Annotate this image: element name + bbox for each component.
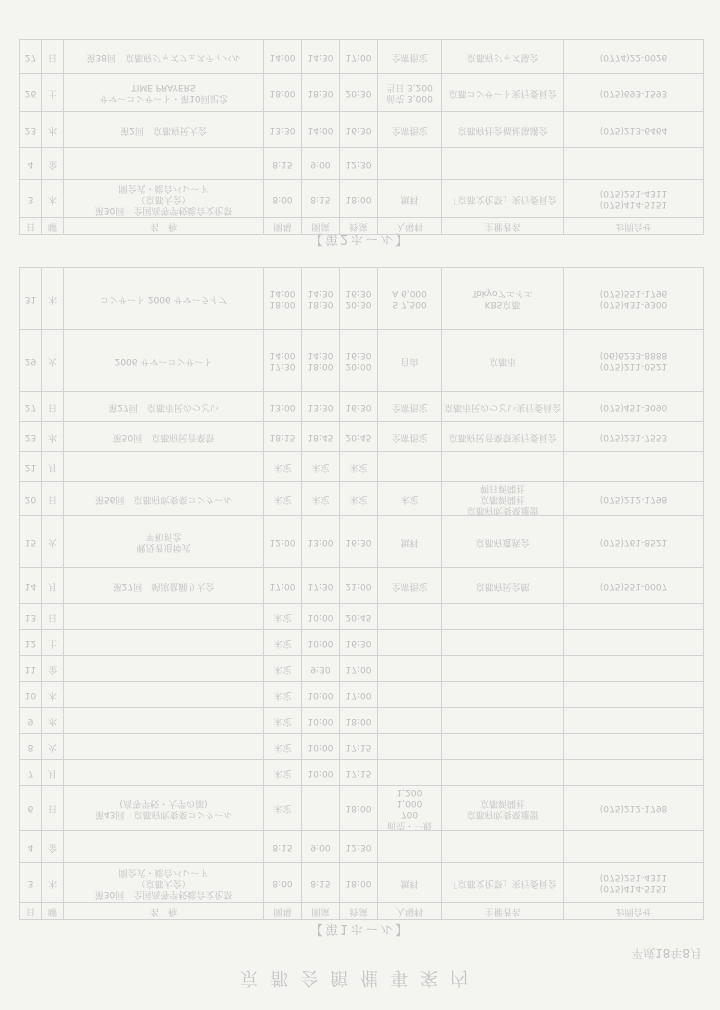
cell-fee: [378, 831, 442, 863]
cell-end: 16:30: [340, 630, 378, 656]
cell-name: 第43回 京都府吹奏楽コンクール (高等学校・大学の部): [64, 786, 264, 831]
cell-open: 未定: [264, 604, 302, 630]
cell-org: [442, 656, 564, 682]
cell-date: 4: [20, 148, 42, 180]
column-header-name: 名 称: [64, 903, 264, 920]
cell-open: 未定: [264, 734, 302, 760]
cell-end: 21:00: [340, 568, 378, 604]
cell-end: 18:00: [340, 708, 378, 734]
cell-end: 未定: [340, 482, 378, 516]
cell-fee: [378, 734, 442, 760]
cell-contact: [564, 760, 704, 786]
cell-date: 7: [20, 760, 42, 786]
cell-name: [64, 148, 264, 180]
cell-end: 17:15: [340, 760, 378, 786]
cell-name: [64, 656, 264, 682]
hall2-schedule-table: [19, 39, 704, 235]
table-row: [20, 180, 704, 218]
cell-end: 未定: [340, 452, 378, 482]
cell-end: 16:30: [340, 392, 378, 422]
table-row: [20, 40, 704, 74]
table-row: [20, 452, 704, 482]
cell-name: 第2回 京都府民大会: [64, 112, 264, 148]
column-header-name: 名 称: [64, 218, 264, 235]
cell-end: 20:45: [340, 604, 378, 630]
cell-contact: (075)761-8521: [564, 516, 704, 568]
cell-org: [442, 734, 564, 760]
column-header-dow: 曜: [42, 218, 64, 235]
cell-contact: (075)414-5151 (075)251-4311: [564, 863, 704, 903]
cell-name: [64, 604, 264, 630]
cell-end: 17:00: [340, 656, 378, 682]
cell-org: [442, 708, 564, 734]
cell-date: 14: [20, 568, 42, 604]
cell-contact: [564, 452, 704, 482]
cell-dow: 日: [42, 786, 64, 831]
cell-fee: [378, 708, 442, 734]
cell-contact: [564, 708, 704, 734]
cell-date: 3: [20, 863, 42, 903]
cell-open: 12:00: [264, 516, 302, 568]
cell-dow: 月: [42, 568, 64, 604]
cell-fee: [378, 604, 442, 630]
table-row: [20, 630, 704, 656]
cell-start: 10:00: [302, 682, 340, 708]
cell-open: 14:00: [264, 40, 302, 74]
cell-dow: 木: [42, 180, 64, 218]
cell-dow: 月: [42, 452, 64, 482]
cell-org: [442, 682, 564, 708]
table-row: [20, 682, 704, 708]
table-row: [20, 568, 704, 604]
table-row: [20, 422, 704, 452]
cell-fee: 全席指定: [378, 422, 442, 452]
column-header-contact: お問合せ: [564, 903, 704, 920]
cell-date: 31: [20, 268, 42, 330]
cell-date: 27: [20, 40, 42, 74]
cell-date: 27: [20, 392, 42, 422]
cell-contact: (0774)22-0026: [564, 40, 704, 74]
cell-open: 18:15: [264, 422, 302, 452]
cell-start: 18:30: [302, 74, 340, 112]
cell-date: 8: [20, 734, 42, 760]
cell-org: 「京都文化祭」実行委員会: [442, 863, 564, 903]
hall2-title: 【第2ホール】: [309, 231, 410, 246]
cell-name: [64, 734, 264, 760]
cell-contact: [564, 630, 704, 656]
cell-contact: (075)212-1798: [564, 786, 704, 831]
cell-fee: [378, 760, 442, 786]
table-row: [20, 604, 704, 630]
cell-org: 京都府社会福祉協議会: [442, 112, 564, 148]
cell-org: 京都市: [442, 330, 564, 392]
cell-date: 15: [20, 516, 42, 568]
table-row: [20, 760, 704, 786]
cell-start: [302, 786, 340, 831]
cell-start: 18:00 14:30: [302, 330, 340, 392]
cell-start: 9:00: [302, 148, 340, 180]
cell-open: 13:30: [264, 112, 302, 148]
cell-contact: (075)231-7553: [564, 422, 704, 452]
cell-contact: (075)551-0007: [564, 568, 704, 604]
cell-open: 未定: [264, 656, 302, 682]
cell-open: 17:00: [264, 568, 302, 604]
cell-name: [64, 708, 264, 734]
table-row: [20, 734, 704, 760]
cell-end: 20:30 16:30: [340, 268, 378, 330]
cell-contact: [564, 682, 704, 708]
cell-open: 未定: [264, 630, 302, 656]
cell-org: [442, 604, 564, 630]
cell-org: 京都府遺族会: [442, 516, 564, 568]
cell-dow: 火: [42, 516, 64, 568]
cell-fee: 無料: [378, 516, 442, 568]
cell-org: 京都府ジャズ協会: [442, 40, 564, 74]
cell-start: 未定: [302, 482, 340, 516]
cell-end: 16:30: [340, 516, 378, 568]
cell-fee: S 7,500 A 6,000: [378, 268, 442, 330]
table-row: [20, 330, 704, 392]
cell-name: [64, 760, 264, 786]
cell-name: サマーコンサート・第10回記念 TIME PRAYERS: [64, 74, 264, 112]
cell-start: 18:45: [302, 422, 340, 452]
cell-fee: 無料: [378, 863, 442, 903]
cell-end: 20:30: [340, 74, 378, 112]
cell-open: 未定: [264, 760, 302, 786]
table-row: [20, 392, 704, 422]
cell-start: 14:30: [302, 40, 340, 74]
cell-contact: (075)414-5151 (075)251-4311: [564, 180, 704, 218]
cell-org: 京都市民のつどい実行委員会: [442, 392, 564, 422]
cell-open: 13:00: [264, 392, 302, 422]
hall1-title: 【第1ホール】: [309, 921, 410, 936]
cell-end: 12:30: [340, 148, 378, 180]
cell-org: 京都府吹奏楽連盟 京都新聞社: [442, 786, 564, 831]
table-row: [20, 268, 704, 330]
cell-dow: 日: [42, 482, 64, 516]
cell-contact: [564, 831, 704, 863]
cell-contact: [564, 604, 704, 630]
cell-fee: 前売・一般 700 1,000 1,200: [378, 786, 442, 831]
cell-name: 戦没者追悼式 平和祈念: [64, 516, 264, 568]
cell-name: [64, 452, 264, 482]
cell-name: 第50回 京都府民音楽祭: [64, 422, 264, 452]
cell-org: 京都コンサート実行委員会: [442, 74, 564, 112]
cell-contact: (075)213-6464: [564, 112, 704, 148]
cell-fee: 全席指定: [378, 392, 442, 422]
cell-dow: 金: [42, 831, 64, 863]
cell-open: 未定: [264, 786, 302, 831]
cell-start: 18:30 14:30: [302, 268, 340, 330]
cell-open: 8:15: [264, 148, 302, 180]
cell-open: 17:30 14:00: [264, 330, 302, 392]
cell-fee: 未定: [378, 482, 442, 516]
cell-start: 10:00: [302, 760, 340, 786]
cell-dow: 木: [42, 268, 64, 330]
cell-name: 第27回 納涼盆踊り大会: [64, 568, 264, 604]
cell-fee: 全席指定: [378, 568, 442, 604]
cell-fee: 全席指定: [378, 40, 442, 74]
column-header-date: 日: [20, 218, 42, 235]
cell-end: 16:30: [340, 112, 378, 148]
column-header-open: 開場: [264, 218, 302, 235]
column-header-date: 日: [20, 903, 42, 920]
cell-start: 10:00: [302, 734, 340, 760]
cell-open: 未定: [264, 682, 302, 708]
column-header-start: 開演: [302, 903, 340, 920]
cell-open: 未定: [264, 708, 302, 734]
document-date: 平成18年8月: [631, 946, 702, 960]
cell-name: 第30回 全国高等学校総合文化祭 （京都大会） 開会式・総合パレード: [64, 180, 264, 218]
table-row: [20, 516, 704, 568]
cell-date: 26: [20, 74, 42, 112]
cell-fee: 無料: [378, 180, 442, 218]
cell-end: 20:00 16:30: [340, 330, 378, 392]
cell-date: 4: [20, 831, 42, 863]
column-header-fee: 入場料: [378, 218, 442, 235]
cell-end: 18:00: [340, 180, 378, 218]
cell-contact: [564, 656, 704, 682]
cell-contact: [564, 734, 704, 760]
cell-dow: 金: [42, 148, 64, 180]
table-row: [20, 148, 704, 180]
cell-contact: (075)211-0521 (06)6233-8888: [564, 330, 704, 392]
cell-org: [442, 452, 564, 482]
table-row: [20, 831, 704, 863]
cell-end: 17:00: [340, 40, 378, 74]
cell-start: 13:30: [302, 392, 340, 422]
cell-open: 18:00 14:00: [264, 268, 302, 330]
cell-dow: 水: [42, 112, 64, 148]
cell-name: 第38回 京都府ジャズフェスティバル: [64, 40, 264, 74]
cell-date: 6: [20, 786, 42, 831]
cell-name: 第30回 全国高等学校総合文化祭 （京都大会） 開会式・総合パレード: [64, 863, 264, 903]
table-row: [20, 786, 704, 831]
cell-dow: 木: [42, 682, 64, 708]
cell-dow: 木: [42, 863, 64, 903]
cell-org: 京都府民音楽祭実行委員会: [442, 422, 564, 452]
cell-end: 20:45: [340, 422, 378, 452]
column-header-end: 終演: [340, 903, 378, 920]
cell-dow: 金: [42, 656, 64, 682]
cell-start: 13:00: [302, 516, 340, 568]
cell-name: [64, 831, 264, 863]
table-row: [20, 708, 704, 734]
cell-open: 未定: [264, 452, 302, 482]
hall2-rows: [20, 40, 704, 218]
cell-open: 8:00: [264, 180, 302, 218]
cell-fee: [378, 148, 442, 180]
cell-fee: [378, 452, 442, 482]
cell-contact: (075)693-1593: [564, 74, 704, 112]
table-row: [20, 482, 704, 516]
cell-end: 17:00: [340, 682, 378, 708]
cell-name: コンサート 2006 サマーライブ: [64, 268, 264, 330]
hall1-header-row: [20, 903, 704, 920]
table-row: [20, 74, 704, 112]
cell-fee: 前売 3,000 当日 3,200: [378, 74, 442, 112]
cell-fee: [378, 630, 442, 656]
cell-open: 18:00: [264, 74, 302, 112]
cell-dow: 日: [42, 40, 64, 74]
cell-contact: (075)212-1798: [564, 482, 704, 516]
table-row: [20, 112, 704, 148]
cell-fee: [378, 656, 442, 682]
cell-dow: 月: [42, 760, 64, 786]
cell-start: 9:30: [302, 656, 340, 682]
cell-date: 29: [20, 330, 42, 392]
cell-date: 21: [20, 452, 42, 482]
cell-org: [442, 760, 564, 786]
cell-fee: 全席指定: [378, 112, 442, 148]
cell-start: 14:00: [302, 112, 340, 148]
column-header-dow: 曜: [42, 903, 64, 920]
cell-date: 23: [20, 112, 42, 148]
cell-dow: 土: [42, 74, 64, 112]
cell-fee: 自由: [378, 330, 442, 392]
column-header-fee: 入場料: [378, 903, 442, 920]
cell-name: 第56回 京都府吹奏楽コンクール: [64, 482, 264, 516]
cell-contact: (075)431-9300 (075)551-1796: [564, 268, 704, 330]
column-header-end: 終演: [340, 218, 378, 235]
cell-org: 京都府民会館: [442, 568, 564, 604]
cell-dow: 日: [42, 392, 64, 422]
cell-date: 9: [20, 708, 42, 734]
cell-start: 17:30: [302, 568, 340, 604]
document-title: 京都会館催事案内: [240, 967, 480, 988]
hall1-schedule-table: [19, 267, 704, 920]
cell-start: 10:00: [302, 604, 340, 630]
cell-dow: 日: [42, 604, 64, 630]
cell-date: 12: [20, 630, 42, 656]
hall2-header-row: [20, 218, 704, 235]
cell-end: 12:30: [340, 831, 378, 863]
cell-start: 10:00: [302, 708, 340, 734]
table-row: [20, 656, 704, 682]
cell-dow: 水: [42, 422, 64, 452]
cell-date: 13: [20, 604, 42, 630]
cell-date: 3: [20, 180, 42, 218]
cell-org: [442, 630, 564, 656]
cell-open: 8:00: [264, 863, 302, 903]
cell-contact: [564, 148, 704, 180]
cell-end: 17:15: [340, 734, 378, 760]
cell-org: 「京都文化祭」実行委員会: [442, 180, 564, 218]
table-row: [20, 863, 704, 903]
cell-date: 23: [20, 422, 42, 452]
cell-org: [442, 148, 564, 180]
cell-start: 8:15: [302, 863, 340, 903]
column-header-contact: お問合せ: [564, 218, 704, 235]
hall1-rows: [20, 268, 704, 903]
cell-open: 未定: [264, 482, 302, 516]
column-header-open: 開場: [264, 903, 302, 920]
cell-name: 第27回 京都市民のつどい: [64, 392, 264, 422]
cell-dow: 火: [42, 734, 64, 760]
cell-contact: (075)451-3090: [564, 392, 704, 422]
cell-date: 20: [20, 482, 42, 516]
cell-end: 18:00: [340, 863, 378, 903]
cell-dow: 水: [42, 708, 64, 734]
cell-start: 9:00: [302, 831, 340, 863]
column-header-start: 開演: [302, 218, 340, 235]
cell-fee: [378, 682, 442, 708]
cell-end: 18:00: [340, 786, 378, 831]
cell-date: 11: [20, 656, 42, 682]
cell-name: 2006 サマーコンサート: [64, 330, 264, 392]
cell-org: KBS京都 Tokyoアエイエ: [442, 268, 564, 330]
cell-open: 8:15: [264, 831, 302, 863]
cell-name: [64, 682, 264, 708]
cell-org: 京都府吹奏楽連盟 京都新聞社 朝日新聞社: [442, 482, 564, 516]
cell-start: 8:15: [302, 180, 340, 218]
column-header-org: 主催者名: [442, 218, 564, 235]
cell-dow: 土: [42, 630, 64, 656]
cell-start: 未定: [302, 452, 340, 482]
cell-date: 10: [20, 682, 42, 708]
cell-start: 10:00: [302, 630, 340, 656]
cell-name: [64, 630, 264, 656]
cell-dow: 火: [42, 330, 64, 392]
cell-org: [442, 831, 564, 863]
column-header-org: 主催者名: [442, 903, 564, 920]
